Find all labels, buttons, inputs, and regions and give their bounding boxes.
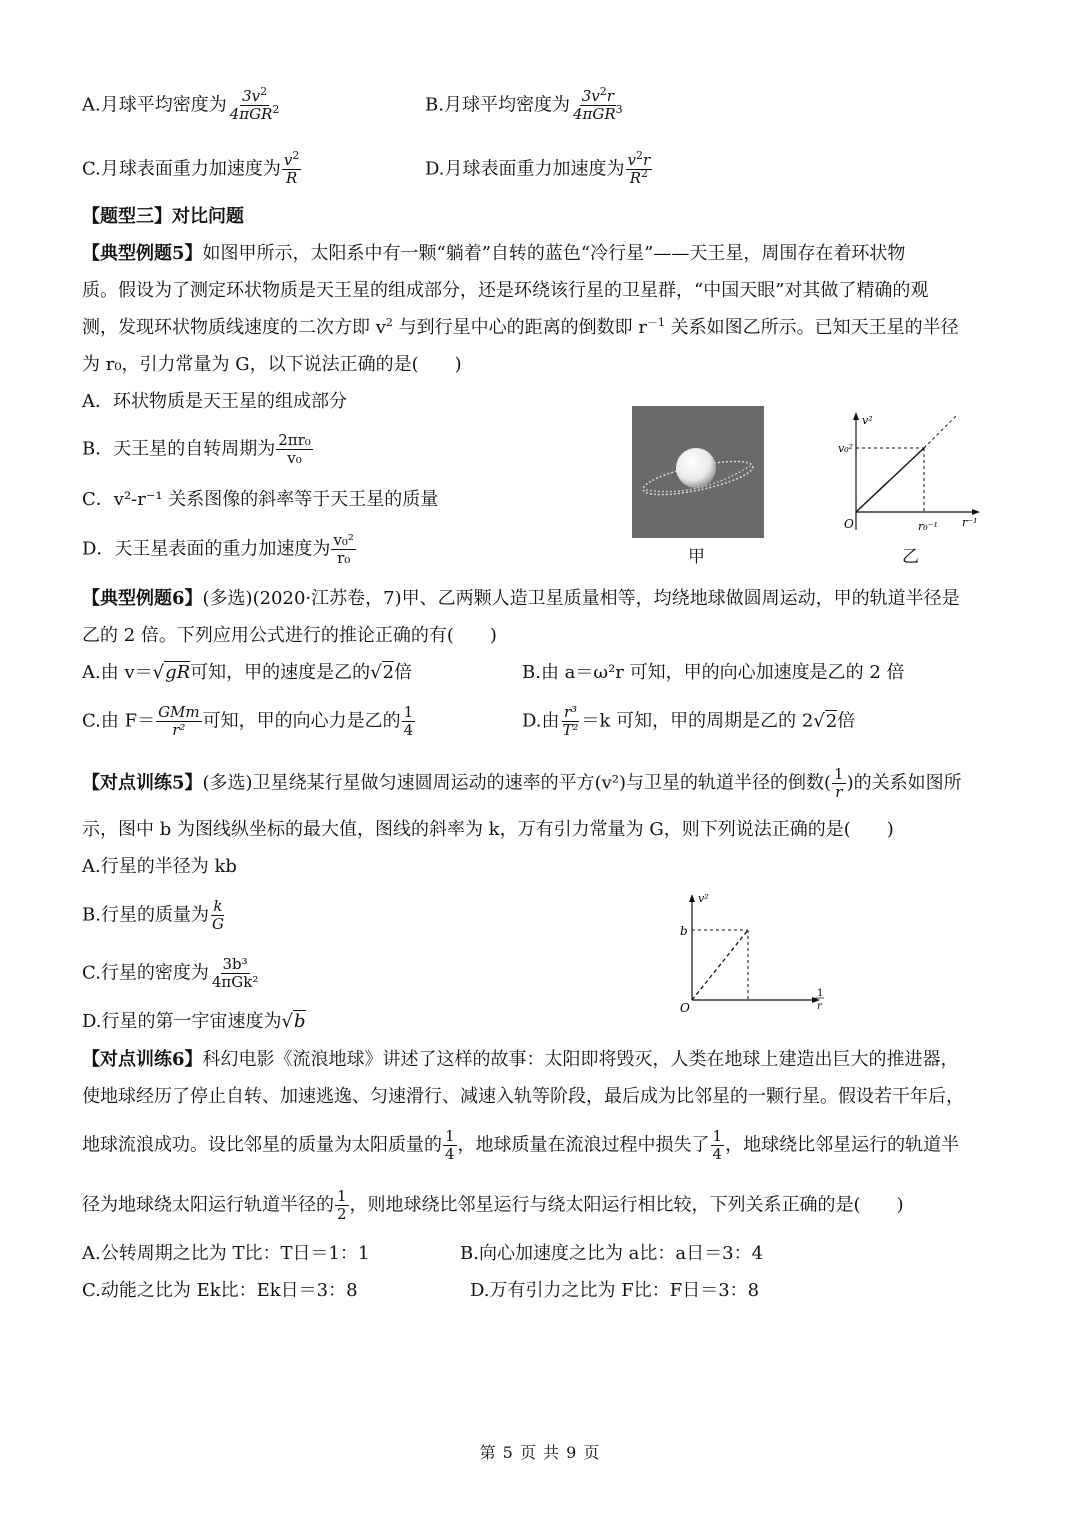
figure-b-caption: 乙 bbox=[902, 547, 919, 567]
graph-y-label: v² bbox=[862, 414, 873, 427]
tr6-option-d: D.万有引力之比为 F比：F日＝3：8 bbox=[470, 1280, 760, 1301]
tr6-option-b: B.向心加速度之比为 a比：a日＝3：4 bbox=[460, 1243, 764, 1264]
section-title: 【题型三】对比问题 bbox=[82, 206, 244, 227]
ex6-line-2: 乙的 2 倍。下列应用公式进行的推论正确的有( ) bbox=[82, 625, 497, 646]
graph-line bbox=[856, 448, 924, 512]
graph-x-label: r⁻¹ bbox=[962, 516, 978, 529]
tr6-option-a: A.公转周期之比为 T比：T日＝1：1 bbox=[82, 1243, 370, 1264]
figure-a-caption: 甲 bbox=[688, 547, 705, 567]
tr5-line bbox=[692, 930, 748, 1000]
tr5-origin-label: O bbox=[680, 1001, 690, 1015]
q4-option-a: A.月球平均密度为 $3v^2$ 4πGR$^2$ bbox=[82, 85, 280, 123]
tr5-line-2: 示，图中 b 为图线纵坐标的最大值，图线的斜率为 k，万有引力常量为 G，则下列说法正确的是( ) bbox=[82, 819, 894, 840]
uranus-photo bbox=[632, 406, 764, 538]
ex6-option-c: C.由 F＝ GMm r² 可知，甲的向心力是乙的 $\frac{1}{4}$ bbox=[82, 703, 414, 739]
ex5-line-4: 为 r₀，引力常量为 G，以下说法正确的是( ) bbox=[82, 354, 462, 375]
ex5-line-2: 质。假设为了测定环状物质是天王星的组成部分，还是环绕该行星的卫星群，“中国天眼”对其做了精确的观 bbox=[82, 280, 929, 301]
tr6-line-1: 【对点训练6】科幻电影《流浪地球》讲述了这样的故事：太阳即将毁灭，人类在地球上建造出巨大的推进器， bbox=[82, 1049, 959, 1070]
tr6-line-3: 地球流浪成功。设比邻星的质量为太阳质量的 $\frac{1}{4}$ ，地球质量在流浪过程中损失了 $\frac{1}{4}$ ，地球绕比邻星运行的轨道半 bbox=[82, 1127, 960, 1163]
graph-r0-label: r₀⁻¹ bbox=[918, 520, 938, 533]
ex5-option-d: D．天王星表面的重力加速度为 $\frac{\text{v₀²}}{\text{r₀}}$ bbox=[82, 531, 354, 567]
graph-y-arrow bbox=[853, 412, 859, 420]
ex5-line-3: 测，发现环状物质线速度的二次方即 $v^2$ 与到行星中心的距离的倒数即 $r^{-1}$ 关系如图乙所示。已知天王星的半径 bbox=[82, 316, 959, 338]
graph-x-arrow bbox=[972, 509, 980, 515]
tr5-y-arrow bbox=[689, 894, 695, 902]
ex5-option-c: C．v²-r⁻¹ 关系图像的斜率等于天王星的质量 bbox=[82, 489, 439, 510]
tr5-option-a: A.行星的半径为 kb bbox=[82, 856, 237, 877]
tr5-line-1: 【对点训练5】(多选)卫星绕某行星做匀速圆周运动的速率的平方(v²)与卫星的轨道半径的倒数( $\frac{1}{r}$ )的关系如图所 bbox=[82, 765, 962, 801]
ex5-option-b: B．天王星的自转周期为 $\frac{\text{2πr₀}}{\text{v₀}}$ bbox=[82, 431, 311, 467]
tr6-line-2: 使地球经历了停止自转、加速逃逸、匀速滑行、减速入轨等阶段，最后成为比邻星的一颗行星。假设若干年后， bbox=[82, 1086, 964, 1107]
q4-option-b: B.月球平均密度为 $3v^2r$ 4πGR$^3$ bbox=[425, 85, 623, 123]
ex6-option-b: B.由 a＝ω²r 可知，甲的向心加速度是乙的 2 倍 bbox=[522, 662, 905, 683]
page-footer: 第 5 页 共 9 页 bbox=[479, 1443, 601, 1462]
tr5-option-b: B.行星的质量为 $\frac{k}{G}$ bbox=[82, 897, 224, 933]
tr6-option-c: C.动能之比为 Ek比：Ek日＝3：8 bbox=[82, 1280, 358, 1301]
tr5-x-num: 1 bbox=[817, 988, 824, 999]
tr5-x-den: r bbox=[817, 1001, 822, 1012]
figure-b-graph bbox=[836, 408, 986, 538]
ex6-line-1: 【典型例题6】(多选)(2020·江苏卷，7)甲、乙两颗人造卫星质量相等，均绕地球做圆周运动，甲的轨道半径是 bbox=[82, 588, 960, 609]
tr5-y-label: v² bbox=[698, 892, 709, 905]
graph-origin-label: O bbox=[844, 517, 854, 531]
ex6-option-a: A.由 v＝√gR可知，甲的速度是乙的√2倍 bbox=[82, 662, 413, 683]
q4-option-c: C.月球表面重力加速度为 $\frac{v^2}{R}$ bbox=[82, 149, 300, 187]
tr5-graph bbox=[676, 888, 836, 1016]
tr6-line-4: 径为地球绕太阳运行轨道半径的 $\frac{1}{2}$ ，则地球绕比邻星运行与绕太阳运行相比较，下列关系正确的是( ) bbox=[82, 1187, 904, 1223]
ex5-line-1: 【典型例题5】如图甲所示，太阳系中有一颗“躺着”自转的蓝色“冷行星”——天王星，周围存在着环状物 bbox=[82, 243, 906, 264]
tr5-b-label: b bbox=[680, 924, 688, 938]
tr5-option-d: D.行星的第一宇宙速度为√b bbox=[82, 1011, 306, 1032]
tr5-option-c: C.行星的密度为 3b³ 4πGk² bbox=[82, 955, 259, 991]
graph-line-extension bbox=[924, 414, 958, 448]
q4-option-d: D.月球表面重力加速度为 $\frac{v^2r}{R^2}$ bbox=[425, 149, 651, 187]
graph-v0-label: v₀² bbox=[838, 442, 854, 455]
ex6-option-d: D.由 $\frac{\text{r³}}{\text{T²}}$ ＝k 可知，甲的周期是乙的 2√2倍 bbox=[522, 703, 856, 739]
ex5-option-a: A．环状物质是天王星的组成部分 bbox=[82, 391, 347, 412]
